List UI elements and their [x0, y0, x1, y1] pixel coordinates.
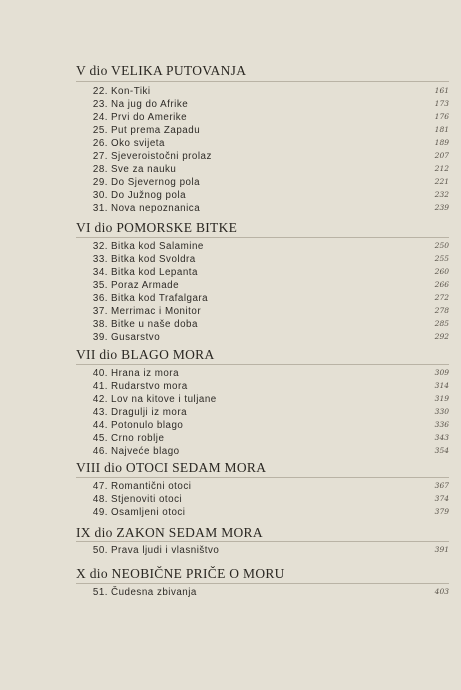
part-title: VI dio POMORSKE BITKE: [76, 220, 238, 235]
divider: [76, 81, 449, 82]
entry-number: 47.: [92, 481, 108, 492]
divider: [76, 237, 449, 238]
entry-page: 374: [434, 494, 449, 503]
entry-number: 44.: [92, 420, 108, 431]
entry-number: 27.: [92, 151, 108, 162]
entry-title: Bitka kod Svoldra: [111, 254, 196, 265]
toc-entry: [0, 587, 461, 600]
entry-page: 181: [434, 125, 449, 134]
entry-number: 38.: [92, 319, 108, 330]
entry-page: 207: [434, 151, 449, 160]
entry-page: 272: [434, 293, 449, 302]
entry-title: Bitka kod Salamine: [111, 241, 204, 252]
entry-title: Na jug do Afrike: [111, 99, 189, 110]
toc-entry: [0, 267, 461, 280]
entry-number: 33.: [92, 254, 108, 265]
toc-entry: [0, 293, 461, 306]
entry-title: Osamljeni otoci: [111, 507, 186, 518]
entry-page: 278: [434, 306, 449, 315]
entry-title: Bitka kod Trafalgara: [111, 293, 209, 304]
entry-title: Potonulo blago: [111, 420, 184, 431]
entry-page: 319: [434, 394, 449, 403]
entry-title: Do Južnog pola: [111, 190, 187, 201]
entry-number: 49.: [92, 507, 108, 518]
toc-entry: [0, 280, 461, 293]
entry-page: 379: [434, 507, 449, 516]
part-title: VII dio BLAGO MORA: [76, 347, 215, 362]
toc-entry: [0, 381, 461, 394]
toc-entry: [0, 254, 461, 267]
entry-number: 36.: [92, 293, 108, 304]
entry-number: 30.: [92, 190, 108, 201]
entry-title: Lov na kitove i tuljane: [111, 394, 217, 405]
entry-title: Kon-Tiki: [111, 86, 151, 97]
entry-title: Poraz Armade: [111, 280, 180, 291]
entry-page: 189: [434, 138, 449, 147]
entry-number: 45.: [92, 433, 108, 444]
entry-title: Merrimac i Monitor: [111, 306, 202, 317]
divider: [76, 541, 449, 542]
toc-entry: [0, 99, 461, 112]
entry-page: 161: [434, 86, 449, 95]
entry-number: 26.: [92, 138, 108, 149]
part-title: IX dio ZAKON SEDAM MORA: [76, 525, 263, 540]
entry-page: 354: [434, 446, 449, 455]
entry-number: 24.: [92, 112, 108, 123]
entry-title: Romantični otoci: [111, 481, 192, 492]
part-title: X dio NEOBIČNE PRIČE O MORU: [76, 566, 285, 581]
entry-number: 41.: [92, 381, 108, 392]
toc-entry: [0, 407, 461, 420]
entry-title: Sjeveroistočni prolaz: [111, 151, 212, 162]
toc-entry: [0, 545, 461, 558]
entry-page: 292: [434, 332, 449, 341]
part-title: VIII dio OTOCI SEDAM MORA: [76, 460, 267, 475]
entry-page: 314: [434, 381, 449, 390]
entry-number: 34.: [92, 267, 108, 278]
toc-entry: [0, 112, 461, 125]
toc-entry: [0, 394, 461, 407]
entry-title: Najveće blago: [111, 446, 180, 457]
entry-title: Hrana iz mora: [111, 368, 180, 379]
entry-page: 212: [434, 164, 449, 173]
entry-page: 309: [434, 368, 449, 377]
toc-entry: [0, 203, 461, 216]
part-title: V dio VELIKA PUTOVANJA: [76, 63, 247, 78]
entry-number: 22.: [92, 86, 108, 97]
entry-page: 260: [434, 267, 449, 276]
entry-page: 343: [434, 433, 449, 442]
entry-title: Put prema Zapadu: [111, 125, 201, 136]
toc-entry: [0, 368, 461, 381]
entry-page: 232: [434, 190, 449, 199]
entry-title: Bitka kod Lepanta: [111, 267, 198, 278]
entry-number: 23.: [92, 99, 108, 110]
entry-number: 46.: [92, 446, 108, 457]
entry-page: 391: [434, 545, 449, 554]
entry-page: 176: [434, 112, 449, 121]
entry-number: 48.: [92, 494, 108, 505]
entry-title: Nova nepoznanica: [111, 203, 201, 214]
entry-number: 39.: [92, 332, 108, 343]
entry-title: Prava ljudi i vlasništvo: [111, 545, 220, 556]
toc-entry: [0, 306, 461, 319]
entry-number: 37.: [92, 306, 108, 317]
entry-title: Oko svijeta: [111, 138, 165, 149]
entry-title: Stjenoviti otoci: [111, 494, 183, 505]
entry-number: 29.: [92, 177, 108, 188]
entry-number: 43.: [92, 407, 108, 418]
toc-entry: [0, 190, 461, 203]
divider: [76, 583, 449, 584]
toc-entry: [0, 481, 461, 494]
toc-entry: [0, 332, 461, 345]
toc-entry: [0, 177, 461, 190]
toc-entry: [0, 446, 461, 459]
entry-title: Sve za nauku: [111, 164, 177, 175]
divider: [76, 477, 449, 478]
entry-number: 51.: [92, 587, 108, 598]
entry-page: 239: [434, 203, 449, 212]
entry-number: 25.: [92, 125, 108, 136]
entry-number: 50.: [92, 545, 108, 556]
entry-number: 35.: [92, 280, 108, 291]
toc-entry: [0, 151, 461, 164]
toc-entry: [0, 507, 461, 520]
entry-page: 367: [434, 481, 449, 490]
entry-page: 255: [434, 254, 449, 263]
toc-entry: [0, 433, 461, 446]
entry-title: Prvi do Amerike: [111, 112, 188, 123]
divider: [76, 364, 449, 365]
entry-page: 403: [434, 587, 449, 596]
entry-title: Čudesna zbivanja: [111, 587, 197, 598]
entry-number: 42.: [92, 394, 108, 405]
toc-entry: [0, 420, 461, 433]
entry-page: 221: [434, 177, 449, 186]
toc-entry: [0, 86, 461, 99]
entry-page: 330: [434, 407, 449, 416]
entry-page: 266: [434, 280, 449, 289]
toc-entry: [0, 138, 461, 151]
entry-page: 285: [434, 319, 449, 328]
entry-number: 40.: [92, 368, 108, 379]
entry-number: 28.: [92, 164, 108, 175]
entry-title: Crno roblje: [111, 433, 165, 444]
toc-entry: [0, 241, 461, 254]
toc-entry: [0, 125, 461, 138]
entry-title: Rudarstvo mora: [111, 381, 188, 392]
entry-page: 336: [434, 420, 449, 429]
toc-entry: [0, 494, 461, 507]
toc-entry: [0, 319, 461, 332]
entry-page: 250: [434, 241, 449, 250]
entry-title: Dragulji iz mora: [111, 407, 188, 418]
entry-title: Bitke u naše doba: [111, 319, 198, 330]
toc-entry: [0, 164, 461, 177]
entry-number: 31.: [92, 203, 108, 214]
entry-number: 32.: [92, 241, 108, 252]
entry-page: 173: [434, 99, 449, 108]
entry-title: Gusarstvo: [111, 332, 161, 343]
entry-title: Do Sjevernog pola: [111, 177, 201, 188]
